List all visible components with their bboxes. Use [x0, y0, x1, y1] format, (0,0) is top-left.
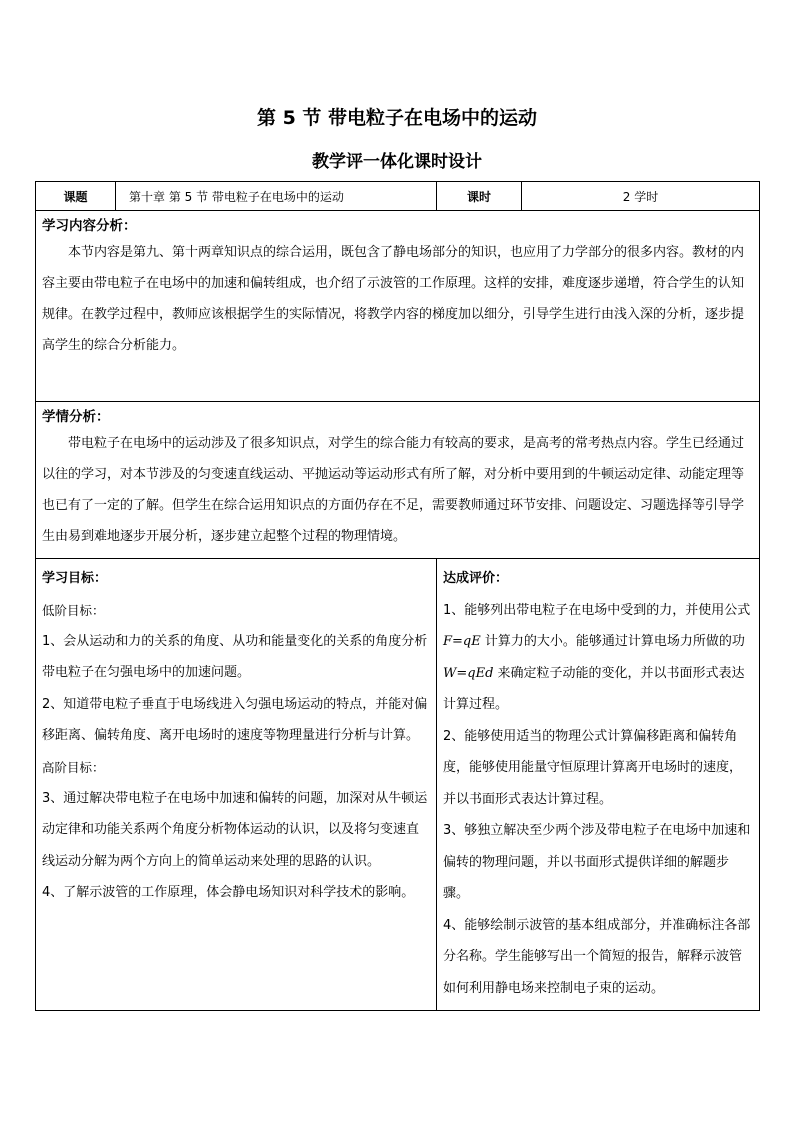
content-analysis-text: 本节内容是第九、第十两章知识点的综合运用，既包含了静电场部分的知识，也应用了力学部分的很多内容。教材的内容主要由带电粒子在电场中的加速和偏转组成，也介绍了示波管的工作原理。这样的安排，难度逐步递增，符合学生的认知规律。在教学过程中，教师应该根据学生的实际情况，将教学内容的梯度加以细分，引导学生进行由浅入深的分析，逐步提高学生的综合分析能力。 — [42, 245, 745, 353]
evaluation-cell — [437, 559, 760, 1011]
learner-analysis-row — [36, 402, 760, 559]
objectives-evaluation-row — [36, 559, 760, 1011]
period-label: 课时 — [437, 182, 522, 211]
content-analysis-row — [36, 211, 760, 402]
learner-analysis-heading: 学情分析： — [42, 409, 110, 425]
evaluation-heading: 达成评价： — [443, 571, 509, 586]
document-subtitle: 教学评一体化课时设计 — [312, 152, 482, 172]
topic-value: 第十章 第 5 节 带电粒子在电场中的运动 — [116, 182, 437, 211]
formula-force: F=qE — [443, 634, 481, 649]
period-value: 2 学时 — [522, 182, 760, 211]
evaluation-1-part-c: 来确定粒子动能的变化，并以书面形式表达计算过程。 — [443, 665, 745, 712]
formula-work: W=qEd — [443, 665, 494, 681]
high-level-label: 高阶目标： — [42, 759, 105, 775]
lesson-design-table — [35, 181, 760, 1011]
topic-label: 课题 — [36, 182, 116, 211]
evaluation-2: 2、能够使用适当的物理公式计算偏移距离和偏转角度，能够使用能量守恒原理计算离开电场时的速度，并以书面形式表达计算过程。 — [443, 728, 743, 807]
evaluation-1 — [443, 595, 753, 721]
document-title: 第 5 节 带电粒子在电场中的运动 — [256, 107, 538, 129]
learner-analysis-text: 带电粒子在电场中的运动涉及了很多知识点，对学生的综合能力有较高的要求，是高考的常考热点内容。学生已经通过以往的学习，对本节涉及的匀变速直线运动、平抛运动等运动形式有所了解，对分析中要用到的牛顿运动定律、动能定理等也已有了一定的了解。但学生在综合运用知识点的方面仍存在不足，需要教师通过环节安排、问题设定、习题选择等引导学生由易到难地逐步开展分析，逐步建立起整个过程的物理情境。 — [42, 436, 745, 544]
evaluation-4: 4、能够绘制示波管的基本组成部分，并准确标注各部分名称。学生能够写出一个简短的报告，解释示波管如何利用静电场来控制电子束的运动。 — [443, 917, 751, 996]
objective-1: 1、会从运动和力的关系的角度、从功和能量变化的关系的角度分析带电粒子在匀强电场中的加速问题。 — [42, 633, 428, 680]
evaluation-1-part-a: 1、能够列出带电粒子在电场中受到的力，并使用公式 — [443, 602, 751, 618]
header-row — [36, 182, 760, 211]
content-analysis-heading: 学习内容分析： — [42, 218, 137, 234]
evaluation-1-part-b: 计算力的大小。能够通过计算电场力所做的功 — [480, 634, 745, 649]
objective-2: 2、知道带电粒子垂直于电场线进入匀强电场运动的特点，并能对偏移距离、偏转角度、离开电场时的速度等物理量进行分析与计算。 — [42, 696, 428, 743]
objectives-heading: 学习目标： — [42, 571, 108, 586]
objectives-cell — [36, 559, 437, 1011]
objective-4: 4、了解示波管的工作原理，体会静电场知识对科学技术的影响。 — [42, 885, 415, 900]
evaluation-3: 3、够独立解决至少两个涉及带电粒子在电场中加速和偏转的物理问题，并以书面形式提供详细的解题步骤。 — [443, 823, 751, 901]
objective-3: 3、通过解决带电粒子在电场中加速和偏转的问题，加深对从牛顿运动定律和功能关系两个角度分析物体运动的认识，以及将匀变速直线运动分解为两个方向上的简单运动来处理的思路的认识。 — [42, 790, 428, 869]
low-level-label: 低阶目标： — [42, 602, 105, 618]
